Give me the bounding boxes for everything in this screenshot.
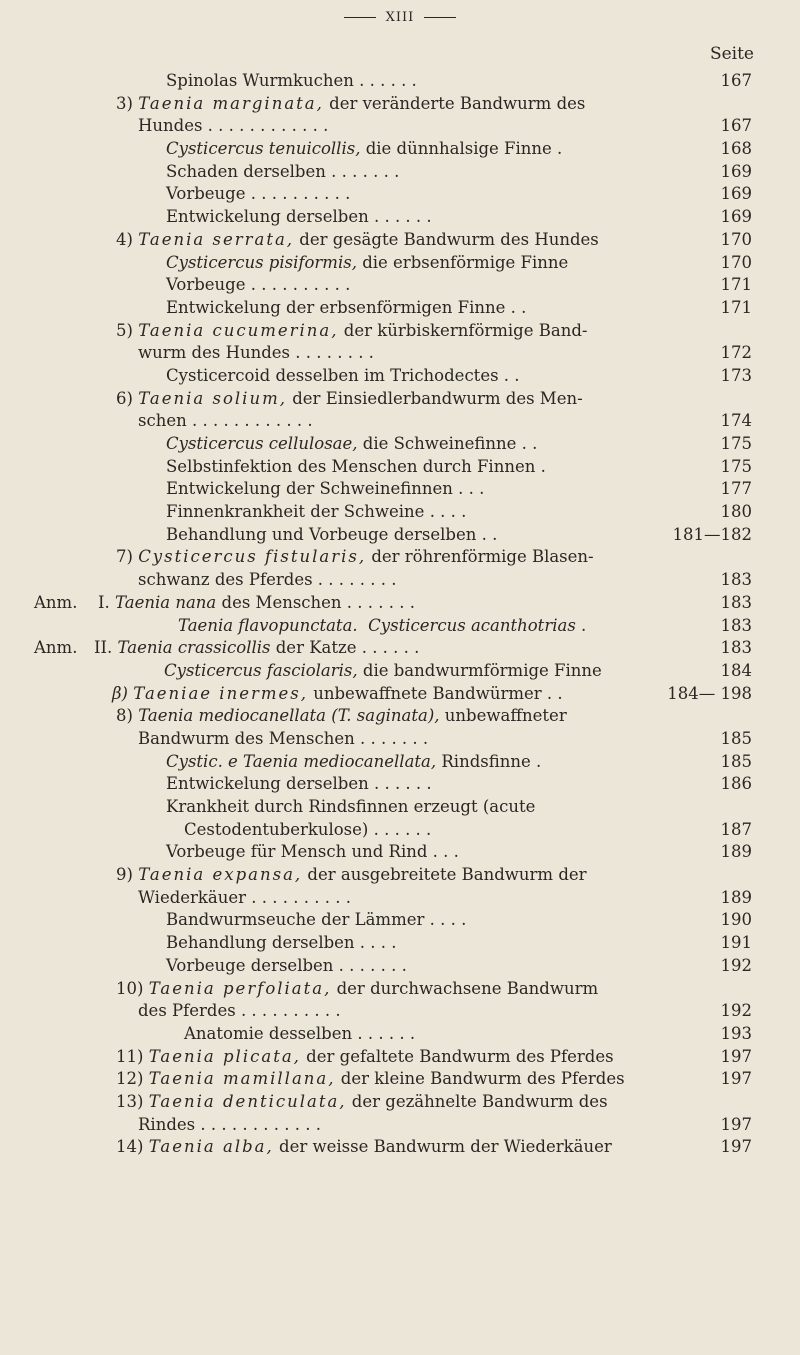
page-numeral: XIII <box>385 10 415 25</box>
page-number: 177 <box>720 479 752 499</box>
entry-text: der gesägte Bandwurm des Hundes <box>294 229 599 249</box>
toc-row <box>0 433 800 456</box>
page-number: 167 <box>720 116 752 136</box>
genus-name: Taenia expansa, <box>138 865 303 885</box>
page-header <box>0 10 800 25</box>
page-number: 171 <box>720 275 752 295</box>
page-number: 175 <box>720 434 752 453</box>
entry-text: die bandwurmförmige Finne <box>357 660 602 680</box>
entry-number: 3) <box>116 93 133 113</box>
entry-text: Rindes . . . . . . . . . . . . <box>138 1114 321 1134</box>
entry-text: Hundes . . . . . . . . . . . . <box>138 116 329 136</box>
entry-text: der weisse Bandwurm der Wiederkäuer <box>273 1137 612 1157</box>
entry-text: des Pferdes . . . . . . . . . . <box>138 1001 341 1021</box>
page-number: 183 <box>720 570 752 590</box>
toc-row <box>0 592 800 615</box>
entry-text: Vorbeuge für Mensch und Rind . . . <box>166 842 459 862</box>
page-number: 185 <box>720 751 752 771</box>
toc-row <box>0 728 800 751</box>
entry-text: Entwickelung derselben . . . . . . <box>166 207 432 227</box>
toc-row <box>0 887 800 910</box>
toc-row <box>0 320 800 343</box>
entry-text: Rindsfinne . <box>436 751 542 771</box>
page-number: 173 <box>720 365 752 385</box>
entry-tail: . <box>575 615 587 635</box>
entry-number: 8) <box>116 706 133 726</box>
entry-text: der röhrenförmige Blasen- <box>366 547 594 567</box>
toc-row <box>0 365 800 388</box>
toc-row <box>0 183 800 206</box>
page-number: 189 <box>720 842 752 862</box>
entry-text: Schaden derselben . . . . . . . <box>166 161 400 181</box>
entry-text: schwanz des Pferdes . . . . . . . . <box>138 570 397 590</box>
page-number: 189 <box>720 887 752 907</box>
entry-number: 5) <box>116 320 133 340</box>
toc-row <box>0 819 800 842</box>
page-number: 185 <box>720 728 752 748</box>
genus-name: Cysticercus pisiformis, <box>166 252 357 272</box>
entry-text: Wiederkäuer . . . . . . . . . . <box>138 887 351 907</box>
page-number: 170 <box>720 229 752 249</box>
entry-text: Spinolas Wurmkuchen . . . . . . <box>166 71 417 90</box>
entry-text: der ausgebreitete Bandwurm der <box>302 865 587 885</box>
page-number: 167 <box>720 71 752 90</box>
toc-row <box>0 206 800 229</box>
entry-text: Entwickelung der Schweinefinnen . . . <box>166 479 485 499</box>
toc-row <box>0 342 800 365</box>
header-rule-left <box>344 17 376 18</box>
entry-number: 12) <box>116 1069 144 1089</box>
toc-row <box>0 1023 800 1046</box>
page-number: 175 <box>720 456 752 476</box>
toc-row <box>0 932 800 955</box>
page-number: 184— 198 <box>667 683 752 703</box>
entry-text: unbewaffneter <box>439 706 567 726</box>
entry-text: des Menschen . . . . . . . <box>216 592 415 612</box>
page-number: 168 <box>720 139 752 159</box>
page-number: 174 <box>720 411 752 431</box>
entry-number: 7) <box>116 547 133 567</box>
genus-name: Cysticercus fasciolaris, <box>164 660 358 680</box>
toc-row <box>0 388 800 411</box>
genus-name: Taenia alba, <box>148 1137 274 1157</box>
toc-row <box>0 161 800 184</box>
page-number: 187 <box>720 819 752 839</box>
entry-text: Entwickelung der erbsenförmigen Finne . . <box>166 297 527 317</box>
toc-row <box>0 569 800 592</box>
page-number: 169 <box>720 161 752 181</box>
toc-row <box>0 909 800 932</box>
toc-row <box>0 615 800 638</box>
column-label-seite: Seite <box>709 44 754 64</box>
page-number: 197 <box>720 1114 752 1134</box>
entry-text: schen . . . . . . . . . . . . <box>138 411 313 431</box>
genus-name: Cystic. e Taenia mediocanellata, <box>166 751 437 771</box>
entry-number: 13) <box>116 1091 144 1111</box>
entry-number: 10) <box>116 978 144 998</box>
toc-row <box>0 796 800 819</box>
toc-row <box>0 115 800 138</box>
toc-row <box>0 229 800 252</box>
page-number: 192 <box>720 1001 752 1021</box>
page-number: 172 <box>720 343 752 363</box>
genus-name: Taenia marginata, <box>138 93 324 113</box>
entry-number: 6) <box>116 388 133 408</box>
genus-name: Taenia mamillana, <box>148 1069 336 1089</box>
page-number: 183 <box>720 615 752 635</box>
entry-text: die Schweinefinne . . <box>357 434 538 453</box>
page-number: 183 <box>720 592 752 612</box>
genus-name: Cysticercus fistularis, <box>138 547 367 567</box>
genus-name: Cysticercus cellulosae, <box>166 434 358 453</box>
genus-name: Taenia plicata, <box>148 1046 301 1066</box>
page-number: 192 <box>720 955 752 975</box>
genus-name: Taeniae inermes, <box>133 683 308 703</box>
entry-text: der durchwachsene Bandwurm <box>331 978 599 998</box>
entry-text: Anatomie desselben . . . . . . <box>184 1023 416 1043</box>
annotation-label: Anm. <box>34 592 78 612</box>
toc-row <box>0 1046 800 1069</box>
entry-number: II. <box>94 638 113 658</box>
genus-name: Taenia mediocanellata (T. saginata), <box>138 706 440 726</box>
page-number: 197 <box>720 1046 752 1066</box>
toc-row <box>0 705 800 728</box>
toc-row <box>0 274 800 297</box>
entry-text: der gezähnelte Bandwurm des <box>346 1091 608 1111</box>
entry-text: Cestodentuberkulose) . . . . . . <box>184 819 432 839</box>
header-rule-right <box>424 17 456 18</box>
toc-row <box>0 410 800 433</box>
entry-text: der veränderte Bandwurm des <box>323 93 586 113</box>
genus-name: Taenia crassicollis <box>117 638 271 658</box>
page-number: 183 <box>720 638 752 658</box>
entry-text: Bandwurm des Menschen . . . . . . . <box>138 728 429 748</box>
entry-text: der kleine Bandwurm des Pferdes <box>335 1069 625 1089</box>
entry-number: I. <box>98 592 110 612</box>
genus-name: Cysticercus tenuicollis, <box>166 139 361 159</box>
toc-row <box>0 70 800 93</box>
entry-text: der gefaltete Bandwurm des Pferdes <box>300 1046 614 1066</box>
toc-row <box>0 864 800 887</box>
toc-row <box>0 138 800 161</box>
toc-row <box>0 978 800 1001</box>
entry-text: Cysticercoid desselben im Trichodectes . . <box>166 365 520 385</box>
toc-row <box>0 501 800 524</box>
entry-text: der kürbiskernförmige Band- <box>338 320 588 340</box>
entry-number: 14) <box>116 1137 144 1157</box>
entry-text: die erbsenförmige Finne <box>356 252 569 272</box>
genus-name: Taenia flavopunctata. <box>178 615 358 635</box>
toc-row <box>0 456 800 479</box>
annotation-label: Anm. <box>34 638 78 658</box>
page-number: 190 <box>720 910 752 930</box>
genus-name: Taenia serrata, <box>138 229 295 249</box>
toc-row <box>0 1114 800 1137</box>
entry-text: Entwickelung derselben . . . . . . <box>166 774 432 794</box>
genus-name: Taenia cucumerina, <box>138 320 339 340</box>
entry-text: unbewaffnete Bandwürmer . . <box>308 683 563 703</box>
page-number: 184 <box>720 660 752 680</box>
toc-row <box>0 1091 800 1114</box>
genus-name-secondary: Cysticercus acanthotrias <box>368 615 576 635</box>
entry-text: wurm des Hundes . . . . . . . . <box>138 343 374 363</box>
toc-row <box>0 1068 800 1091</box>
table-of-contents <box>0 70 800 1159</box>
toc-row <box>0 297 800 320</box>
entry-text: Vorbeuge derselben . . . . . . . <box>166 955 407 975</box>
genus-name: Taenia nana <box>115 592 217 612</box>
page-number: 191 <box>720 933 752 953</box>
toc-row <box>0 1136 800 1159</box>
page-number: 170 <box>720 252 752 272</box>
toc-row <box>0 773 800 796</box>
entry-text: Selbstinfektion des Menschen durch Finnen . <box>166 456 546 476</box>
toc-row <box>0 637 800 660</box>
entry-number: 11) <box>116 1046 144 1066</box>
entry-text: der Einsiedlerbandwurm des Men- <box>286 388 583 408</box>
toc-row <box>0 524 800 547</box>
entry-number: β) <box>112 683 128 703</box>
page-number: 186 <box>720 774 752 794</box>
page-number: 197 <box>720 1069 752 1089</box>
genus-name: Taenia denticulata, <box>148 1091 347 1111</box>
entry-text: Behandlung und Vorbeuge derselben . . <box>166 524 498 544</box>
toc-row <box>0 1000 800 1023</box>
entry-text: Finnenkrankheit der Schweine . . . . <box>166 502 467 522</box>
toc-row <box>0 683 800 706</box>
entry-text: Bandwurmseuche der Lämmer . . . . <box>166 910 467 930</box>
toc-row <box>0 546 800 569</box>
page-number: 180 <box>720 502 752 522</box>
entry-number: 9) <box>116 865 133 885</box>
entry-text: Krankheit durch Rindsfinnen erzeugt (acute <box>166 797 536 816</box>
toc-row <box>0 93 800 116</box>
genus-name: Taenia solium, <box>138 388 287 408</box>
genus-name: Taenia perfoliata, <box>148 978 332 998</box>
entry-text: der Katze . . . . . . <box>270 638 420 658</box>
page-number: 193 <box>720 1023 752 1043</box>
page-number: 181—182 <box>672 524 752 544</box>
page-number: 197 <box>720 1137 752 1157</box>
entry-text: die dünnhalsige Finne . <box>360 139 563 159</box>
toc-row <box>0 660 800 683</box>
toc-row <box>0 751 800 774</box>
entry-text: Behandlung derselben . . . . <box>166 933 397 953</box>
toc-row <box>0 841 800 864</box>
entry-text: Vorbeuge . . . . . . . . . . <box>166 184 351 204</box>
page-number: 169 <box>720 184 752 204</box>
toc-row <box>0 478 800 501</box>
page-number: 169 <box>720 207 752 227</box>
entry-number: 4) <box>116 229 133 249</box>
page-number: 171 <box>720 297 752 317</box>
toc-row <box>0 252 800 275</box>
toc-row <box>0 955 800 978</box>
entry-text: Vorbeuge . . . . . . . . . . <box>166 275 351 295</box>
